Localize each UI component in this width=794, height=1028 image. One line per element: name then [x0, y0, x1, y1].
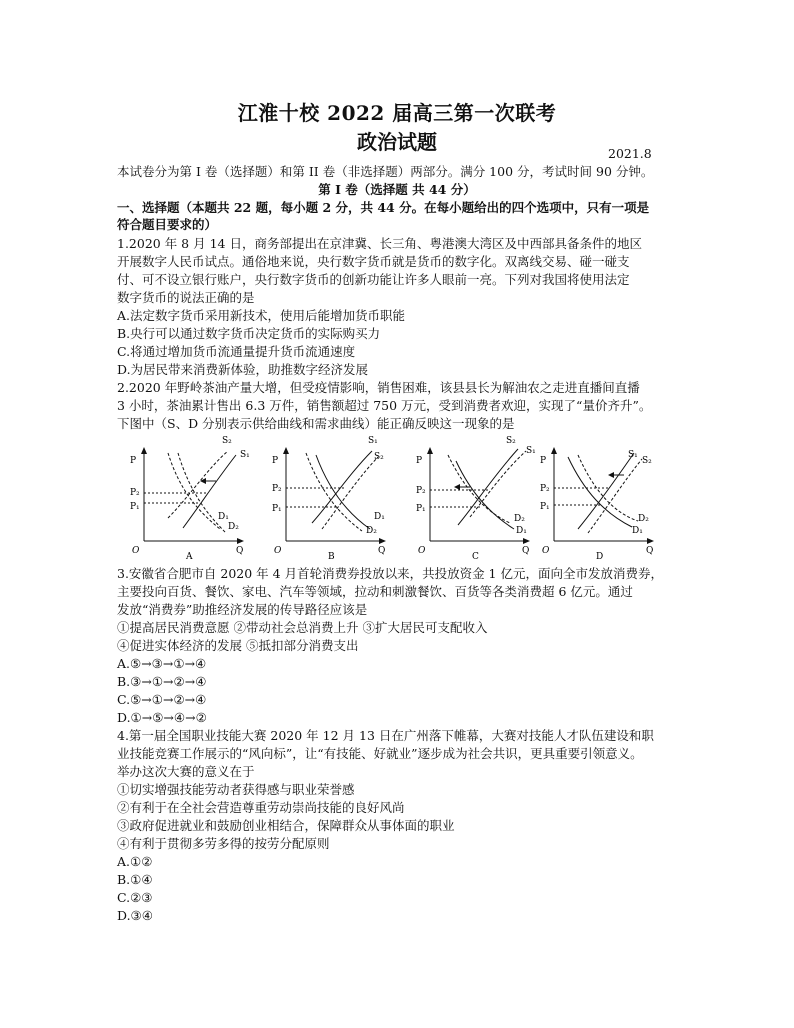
q4-stem-line: 举办这次大赛的意义在于 — [117, 764, 255, 779]
d-lo-label: D₂ — [366, 526, 377, 536]
origin-label: O — [542, 546, 550, 556]
d-hi-label: D₂ — [228, 522, 239, 532]
exam-intro: 本试卷分为第 I 卷（选择题）和第 II 卷（非选择题）两部分。满分 100 分，考试时间 90 分钟。 — [117, 164, 654, 179]
p-hi-label: P₂ — [272, 484, 282, 494]
s-top2-label: S₁ — [526, 446, 536, 456]
s-top-label: S₂ — [222, 436, 232, 446]
supply-demand-graph-a — [128, 433, 258, 561]
p-hi-label: P₂ — [540, 484, 550, 494]
q3-stem-line: 主要投向百货、餐饮、家电、汽车等领域，拉动和刺激餐饮、百货等各类消费超 6 亿元。通过 — [117, 584, 633, 599]
q3-stem-line: ④促进实体经济的发展 ⑤抵扣部分消费支出 — [117, 638, 359, 653]
origin-label: O — [274, 546, 282, 556]
d-lo-label: D₁ — [516, 526, 527, 536]
q1-stem-line: 1.2020 年 8 月 14 日，商务部提出在京津冀、长三角、粤港澳大湾区及中西部具备条件的地区 — [117, 236, 642, 251]
q3-option-b: B.③→①→②→④ — [117, 674, 207, 689]
section1-heading-cont: 符合题目要求的） — [117, 217, 218, 232]
q4-option-c: C.②③ — [117, 890, 153, 905]
d-hi-label: D₁ — [374, 512, 385, 522]
supply-demand-graph-c — [414, 433, 547, 562]
axis-p-label: P — [416, 456, 423, 466]
supply-demand-graph-d — [538, 433, 668, 561]
origin-label: O — [132, 546, 140, 556]
q3-stem-line: ①提高居民消费意愿 ②带动社会总消费上升 ③扩大居民可支配收入 — [117, 620, 488, 635]
q4-stem-line: ①切实增强技能劳动者获得感与职业荣誉感 — [117, 782, 355, 797]
q1-stem-line: 付、可不设立银行账户，央行数字货币的创新功能让许多人眼前一亮。下列对我国将使用法定 — [117, 272, 630, 287]
q3-stem-line: 发放“消费券”助推经济发展的传导路径应该是 — [117, 602, 368, 617]
axis-q-label: Q — [646, 546, 654, 556]
q1-option-a: A.法定数字货币采用新技术，使用后能增加货币职能 — [117, 308, 406, 323]
q1-option-c: C.将通过增加货币流通量提升货币流通速度 — [117, 344, 356, 359]
q4-stem-line: ②有利于在全社会营造尊重劳动崇尚技能的良好风尚 — [117, 800, 405, 815]
p-lo-label: P₁ — [130, 502, 140, 512]
q4-option-d: D.③④ — [117, 908, 153, 923]
axis-q-label: Q — [378, 546, 386, 556]
s-top2-label: S₂ — [642, 456, 652, 466]
q4-option-b: B.①④ — [117, 872, 153, 887]
q1-option-d: D.为居民带来消费新体验，助推数字经济发展 — [117, 362, 369, 377]
q4-stem-line: ③政府促进就业和鼓励创业相结合，保障群众从事体面的职业 — [117, 818, 455, 833]
s-top-label: S₁ — [368, 436, 378, 446]
p-lo-label: P₁ — [540, 502, 550, 512]
s-top2-label: S₂ — [374, 452, 384, 462]
d-hi-label: D₂ — [514, 514, 525, 524]
axis-q-label: Q — [522, 546, 530, 556]
exam-date: 2021.8 — [608, 146, 652, 161]
s-top2-label: S₁ — [240, 450, 250, 460]
q4-stem-line: ④有利于贯彻多劳多得的按劳分配原则 — [117, 836, 330, 851]
graph-label: B — [328, 552, 335, 562]
origin-label: O — [418, 546, 426, 556]
graph-label: A — [186, 552, 193, 562]
q3-option-d: D.①→⑤→④→② — [117, 710, 207, 725]
q3-option-c: C.⑤→①→②→④ — [117, 692, 207, 707]
q2-stem-line: 下图中（S、D 分别表示供给曲线和需求曲线）能正确反映这一现象的是 — [117, 416, 515, 431]
s-top-label: S₁ — [628, 450, 638, 460]
p-hi-label: P₂ — [416, 486, 426, 496]
axis-p-label: P — [540, 456, 547, 466]
s-top-label: S₂ — [506, 436, 516, 446]
q1-stem-line: 数字货币的说法正确的是 — [117, 290, 255, 305]
axis-p-label: P — [130, 456, 137, 466]
q2-stem-line: 2.2020 年野岭茶油产量大增，但受疫情影响，销售困难，该县县长为解油农之走进直播间直播 — [117, 380, 640, 395]
section1-heading: 一、选择题（本题共 22 题，每小题 2 分，共 44 分。在每小题给出的四个选项中，只有一项是 — [117, 200, 650, 215]
q1-option-b: B.央行可以通过数字货币决定货币的实际购买力 — [117, 326, 381, 341]
q4-stem-line: 4.第一届全国职业技能大赛 2020 年 12 月 13 日在广州落下帷幕，大赛对技能人才队伍建设和职 — [117, 728, 654, 743]
graph-label: D — [596, 552, 604, 562]
q4-stem-line: 业技能竞赛工作展示的“风向标”，让“有技能、好就业”逐步成为社会共识，更具重要引领意义。 — [117, 746, 643, 761]
p-hi-label: P₂ — [130, 488, 140, 498]
q1-stem-line: 开展数字人民币试点。通俗地来说，央行数字货币就是货币的数字化。双离线交易、碰一碰支 — [117, 254, 630, 269]
q3-option-a: A.⑤→③→①→④ — [117, 656, 207, 671]
axis-p-label: P — [272, 456, 279, 466]
supply-demand-graph-b — [270, 433, 400, 561]
d-lo-label: D₁ — [218, 512, 229, 522]
exam-subtitle: 政治试题 — [357, 130, 437, 154]
d-hi-label: D₂ — [638, 514, 649, 524]
p-lo-label: P₁ — [272, 504, 282, 514]
q3-stem-line: 3.安徽省合肥市自 2020 年 4 月首轮消费券投放以来，共投放资金 1 亿元，面向全市发放消费券， — [117, 566, 663, 581]
q4-option-a: A.①② — [117, 854, 153, 869]
axis-q-label: Q — [236, 546, 244, 556]
d-lo-label: D₁ — [632, 526, 643, 536]
exam-title: 江淮十校 2022 届高三第一次联考 — [237, 101, 557, 125]
q2-stem-line: 3 小时，茶油累计售出 6.3 万件，销售额超过 750 万元，受到消费者欢迎，实现了“量价齐升”。 — [117, 398, 652, 413]
graph-label: C — [472, 552, 479, 562]
part1-heading: 第 I 卷（选择题 共 44 分） — [318, 182, 476, 197]
p-lo-label: P₁ — [416, 504, 426, 514]
